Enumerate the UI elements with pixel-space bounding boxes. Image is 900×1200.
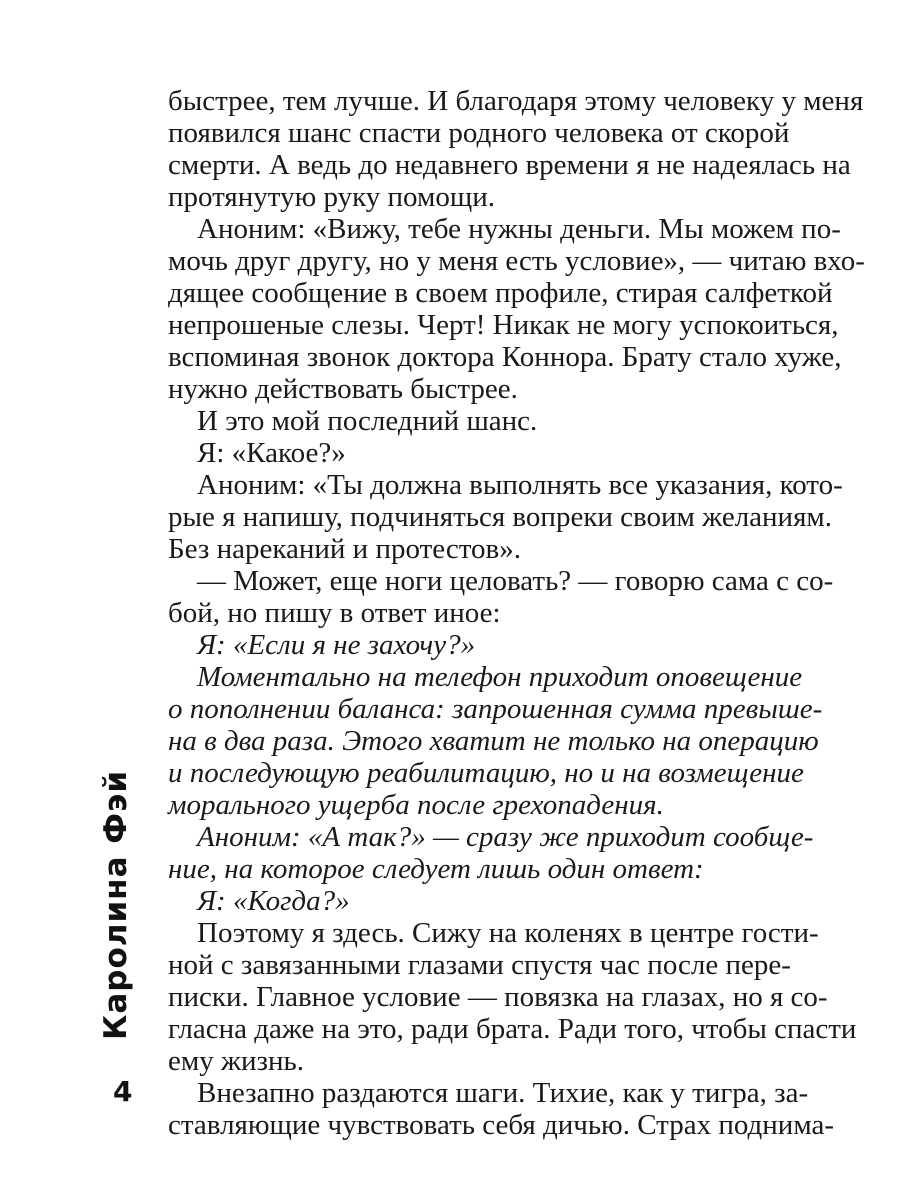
text-line: непрошеные слезы. Черт! Никак не могу успокоиться, xyxy=(168,309,839,341)
text-line: И это мой последний шанс. xyxy=(197,405,538,437)
text-line-italic: и последующую реабилитацию, но и на возмещение xyxy=(168,757,804,789)
text-line: писки. Главное условие — повязка на глазах, но я со- xyxy=(168,981,828,1013)
text-line: Я: «Какое?» xyxy=(197,437,346,469)
text-line: быстрее, тем лучше. И благодаря этому человеку у меня xyxy=(168,85,864,117)
text-line-italic: морального ущерба после грехопадения. xyxy=(168,789,664,821)
text-line: — Может, еще ноги целовать? — говорю сама с со- xyxy=(197,565,834,597)
text-line-italic: Моментально на телефон приходит оповещение xyxy=(197,661,803,693)
text-line: Аноним: «Ты должна выполнять все указания, кото- xyxy=(197,469,843,501)
text-line: Поэтому я здесь. Сижу на коленях в центре гости- xyxy=(197,917,819,949)
text-line: протянутую руку помощи. xyxy=(168,181,495,213)
text-line: гласна даже на это, ради брата. Ради того, чтобы спасти xyxy=(168,1013,857,1045)
text-line: бой, но пишу в ответ иное: xyxy=(168,597,501,629)
text-line-italic: о пополнении баланса: запрошенная сумма превыше- xyxy=(168,693,823,725)
text-line: Без нареканий и протестов». xyxy=(168,533,521,565)
running-head-author: Каролина Фэй xyxy=(98,769,134,1040)
text-line: ставляющие чувствовать себя дичью. Страх поднима- xyxy=(168,1109,834,1141)
text-line-italic: Я: «Если я не захочу?» xyxy=(197,629,476,661)
text-line: Внезапно раздаются шаги. Тихие, как у тигра, за- xyxy=(197,1077,809,1109)
text-line: появился шанс спасти родного человека от скорой xyxy=(168,117,790,149)
text-line: смерти. А ведь до недавнего времени я не надеялась на xyxy=(168,149,851,181)
text-line: мочь друг другу, но у меня есть условие», — читаю вхо- xyxy=(168,245,865,277)
text-line: вспоминая звонок доктора Коннора. Брату стало хуже, xyxy=(168,341,842,373)
text-line: рые я напишу, подчиняться вопреки своим желаниям. xyxy=(168,501,833,533)
text-line-italic: ние, на которое следует лишь один ответ: xyxy=(168,853,704,885)
text-line: нужно действовать быстрее. xyxy=(168,373,518,405)
text-line-italic: Я: «Когда?» xyxy=(197,885,350,917)
text-line: дящее сообщение в своем профиле, стирая салфеткой xyxy=(168,277,833,309)
text-line: ему жизнь. xyxy=(168,1045,304,1077)
page-number: 4 xyxy=(113,1075,133,1108)
text-line-italic: Аноним: «А так?» — сразу же приходит сообще- xyxy=(197,821,814,853)
text-line: ной с завязанными глазами спустя час после пере- xyxy=(168,949,791,981)
text-line: Аноним: «Вижу, тебе нужны деньги. Мы можем по- xyxy=(197,213,841,245)
text-line-italic: на в два раза. Этого хватит не только на операцию xyxy=(168,725,819,757)
